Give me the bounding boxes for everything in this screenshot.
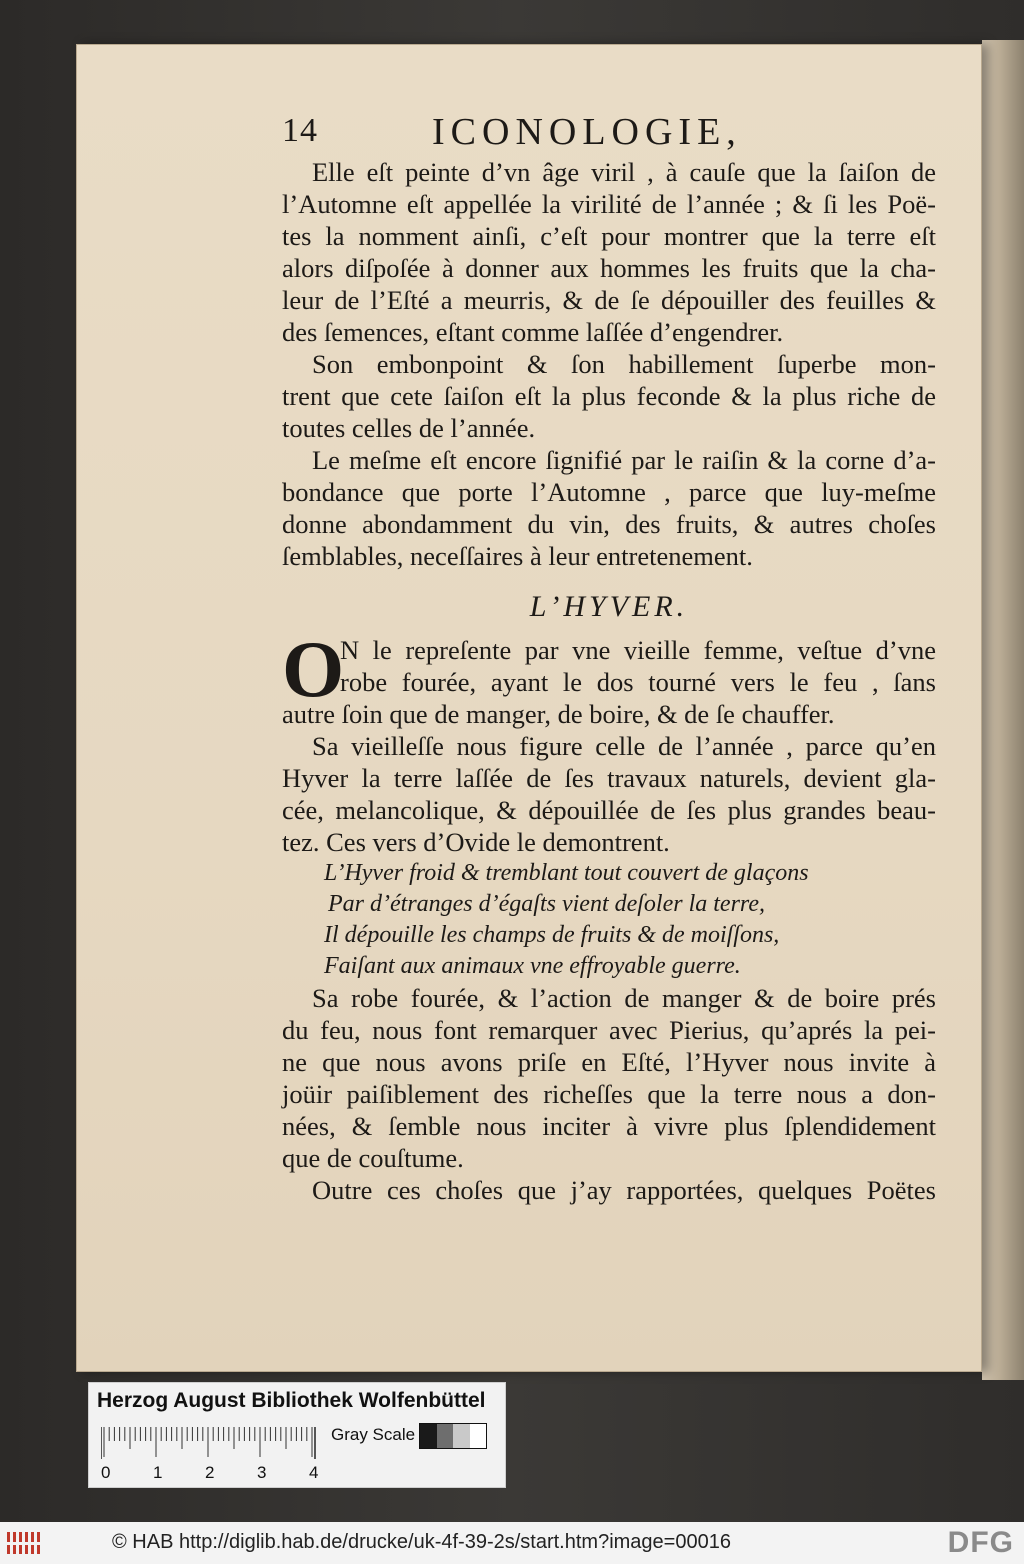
color-ruler-card: [88, 1382, 506, 1488]
dfg-logo: DFG: [947, 1526, 1014, 1559]
paragraph-vieillesse-cont: [282, 762, 936, 858]
paragraph-autumn-age-cont: [282, 188, 936, 348]
text-line: Hyver la terre laſſée de ſes travaux naturels, devient gla-: [282, 763, 936, 793]
scale-number-2: 2: [205, 1463, 215, 1481]
paragraph-raisin-cont: [282, 476, 936, 572]
text-line: joüir paiſiblement des richeſſes que la terre nous a don-: [282, 1079, 936, 1109]
text-line: alors diſpoſée à donner aux hommes les fruits que la cha-: [282, 253, 936, 283]
text-line: tez. Ces vers d’Ovide le demontrent.: [282, 827, 670, 857]
swatch-white: [470, 1424, 487, 1448]
verse-line: L’Hyver froid & tremblant tout couvert de glaçons: [324, 860, 809, 886]
dropcap-letter: O: [282, 626, 345, 714]
paragraph-vieillesse: [282, 730, 936, 762]
swatch-black: [420, 1424, 437, 1448]
scale-number-4: 4: [309, 1463, 319, 1481]
page-header: [206, 108, 936, 156]
verse-line: Il dépouille les champs de fruits & de moiſſons,: [324, 922, 780, 948]
text-line: l’Automne eſt appellée la virilité de l’année ; & ſi les Poë-: [282, 189, 936, 219]
scale-number-0: 0: [101, 1463, 111, 1481]
paragraph-embonpoint: [282, 348, 936, 380]
ruler-scale: [101, 1425, 325, 1481]
text-line: cée, melancolique, & dépouillée de ſes plus grandes beau-: [282, 795, 936, 825]
text-line: autre ſoin que de manger, de boire, & de ſe chauffer.: [282, 699, 835, 729]
text-line: ne que nous avons priſe en Eſté, l’Hyver nous invite à: [282, 1047, 936, 1077]
hab-logo-icon: [6, 1530, 46, 1556]
library-name: Herzog August Bibliothek Wolfenbüttel: [97, 1389, 486, 1412]
section-title: L’HYVER.: [529, 590, 689, 623]
paragraph-outre: [282, 1174, 936, 1206]
text-line: tes la nomment ainſi, c’eſt pour montrer que la terre eſt: [282, 221, 936, 251]
text-line: robe fourée, ayant le dos tourné vers le feu , ſans: [340, 667, 936, 697]
footer-bar: [0, 1522, 1024, 1564]
text-line: leur de l’Eſté a meurris, & de ſe dépouiller des feuilles &: [282, 285, 936, 315]
gray-scale-swatch: [419, 1423, 487, 1449]
text-line: Sa robe fourée, & l’action de manger & de boire prés: [312, 983, 936, 1013]
paragraph-raisin: [282, 444, 936, 476]
text-line: du feu, nous font remarquer avec Pierius, qu’aprés la pei-: [282, 1015, 936, 1045]
text-line: bondance que porte l’Automne , parce que luy-meſme: [282, 477, 936, 507]
verse-line: Faiſant aux animaux vne effroyable guerre.: [324, 953, 741, 979]
paragraph-robe-cont: [282, 1014, 936, 1174]
verse-block: [282, 858, 936, 982]
swatch-dark-gray: [437, 1424, 454, 1448]
scale-number-3: 3: [257, 1463, 267, 1481]
text-line: Son embonpoint & ſon habillement ſuperbe mon-: [312, 349, 936, 379]
text-line: nées, & ſemble nous inciter à vivre plus ſplendidement: [282, 1111, 936, 1141]
text-line: trent que cete ſaiſon eſt la plus feconde & la plus riche de: [282, 381, 936, 411]
scale-number-1: 1: [153, 1463, 163, 1481]
page-number: 14: [282, 112, 318, 149]
page-text: [206, 108, 936, 1206]
running-head: ICONOLOGIE,: [432, 111, 742, 153]
text-line: Outre ces choſes que j’ay rapportées, quelques Poëtes: [312, 1175, 936, 1205]
paragraph-autumn-age: [282, 156, 936, 188]
paragraph-embonpoint-cont: [282, 380, 936, 444]
text-line: donne abondamment du vin, des fruits, & autres choſes: [282, 509, 936, 539]
adjacent-page-edge: [982, 40, 1024, 1380]
swatch-light-gray: [453, 1424, 470, 1448]
text-line: Elle eſt peinte d’vn âge viril , à cauſe que la ſaiſon de: [312, 157, 936, 187]
text-line: toutes celles de l’année.: [282, 413, 536, 443]
copyright-url[interactable]: © HAB http://diglib.hab.de/drucke/uk-4f-39-2s/start.htm?image=00016: [112, 1531, 731, 1553]
dropcap-paragraph: [282, 626, 936, 730]
verse-line: Par d’étranges d’égaſts vient deſoler la terre,: [328, 891, 766, 917]
text-line: Sa vieilleſſe nous figure celle de l’année , parce qu’en: [312, 731, 936, 761]
ruler-ticks: [104, 1427, 312, 1457]
text-line: ſemblables, neceſſaires à leur entretenement.: [282, 541, 753, 571]
text-line: des ſemences, eſtant comme laſſée d’engendrer.: [282, 317, 784, 347]
text-line: Le meſme eſt encore ſignifié par le raiſin & la corne d’a-: [312, 445, 936, 475]
gray-scale-label: Gray Scale: [331, 1425, 416, 1444]
paragraph-robe: [282, 982, 936, 1014]
dropcap-tail: [282, 698, 936, 730]
dropcap-lines: [282, 634, 936, 698]
text-line: N le repreſente par vne vieille femme, veſtue d’vne: [340, 635, 936, 665]
text-line: que de couſtume.: [282, 1143, 464, 1173]
